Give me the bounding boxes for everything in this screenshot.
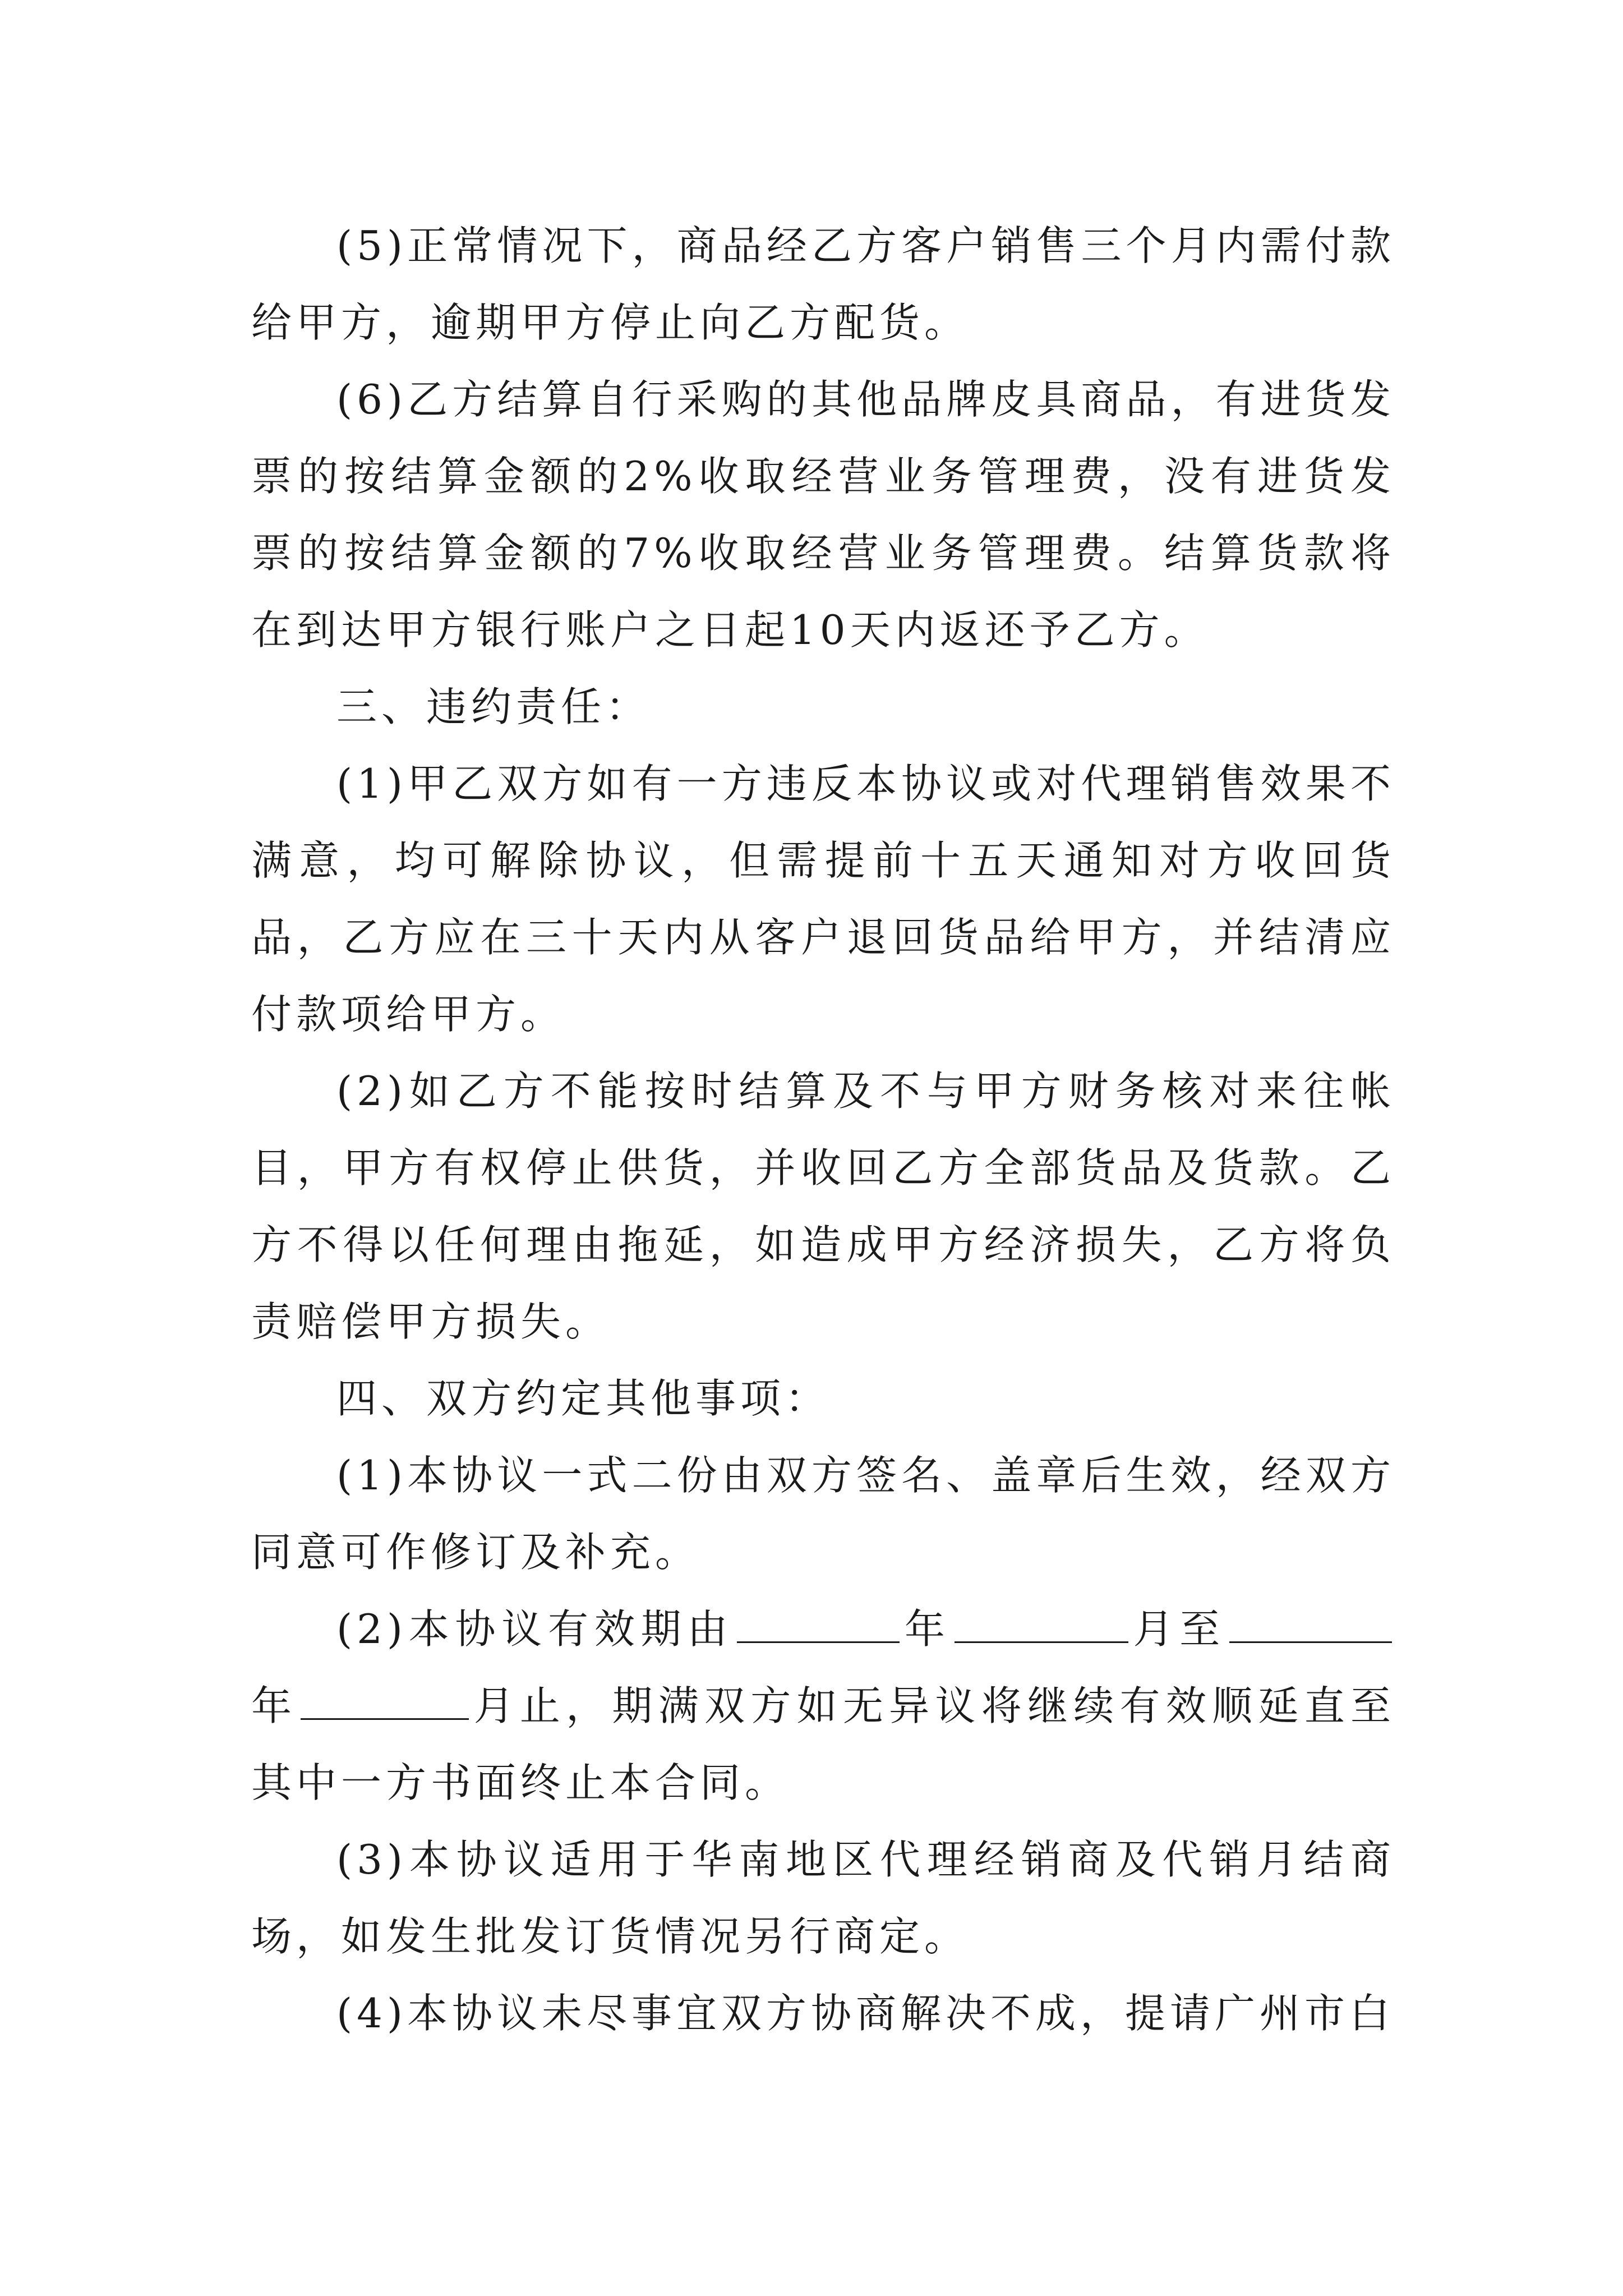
clause-4-1: (1)本协议一式二份由双方签名、盖章后生效，经双方同意可作修订及补充。 [251, 1452, 1395, 1576]
clause-4-4: (4)本协议未尽事宜双方协商解决不成，提请广州市白 [336, 1990, 1394, 2037]
year-label-1: 年 [903, 1605, 951, 1653]
start-year-blank [737, 1608, 900, 1643]
section-heading-3: 三、违约责任： [336, 683, 651, 730]
document-body [251, 208, 1395, 2052]
clause-4-3: (3)本协议适用于华南地区代理经销商及代销月结商场，如发生批发订货情况另行商定。 [251, 1836, 1395, 1960]
clause-3-2: (2)如乙方不能按时结算及不与甲方财务核对来往帐目，甲方有权停止供货，并收回乙方全部货品及货款。乙方不得以任何理由拖延，如造成甲方经济损失，乙方将负责赔偿甲方损失。 [251, 1068, 1395, 1345]
start-month-blank [955, 1608, 1128, 1643]
end-month-blank [301, 1685, 469, 1720]
clause-3-1: (1)甲乙双方如有一方违反本协议或对代理销售效果不满意，均可解除协议，但需提前十五天通知对方收回货品，乙方应在三十天内从客户退回货品给甲方，并结清应付款项给甲方。 [251, 760, 1395, 1038]
clause-4-2 [251, 1591, 1395, 1821]
year-label-2: 年 [251, 1682, 298, 1729]
section-heading-4: 四、双方约定其他事项： [336, 1375, 831, 1422]
clause-2-6: (6)乙方结算自行采购的其他品牌皮具商品，有进货发票的按结算金额的2%收取经营业务管理费，没有进货发票的按结算金额的7%收取经营业务管理费。结算货款将在到达甲方银行账户之日起10天内返还予乙方。 [251, 376, 1395, 654]
end-year-blank [1229, 1608, 1392, 1643]
validity-lead-text: (2)本协议有效期由 [336, 1605, 734, 1653]
validity-tail-text: 月止，期满双方如无异议将继续有效顺延直至其中一方书面终止本合同。 [251, 1682, 1395, 1806]
clause-2-5: (5)正常情况下，商品经乙方客户销售三个月内需付款给甲方，逾期甲方停止向乙方配货。 [251, 222, 1395, 346]
month-label-1: 月至 [1131, 1605, 1226, 1653]
